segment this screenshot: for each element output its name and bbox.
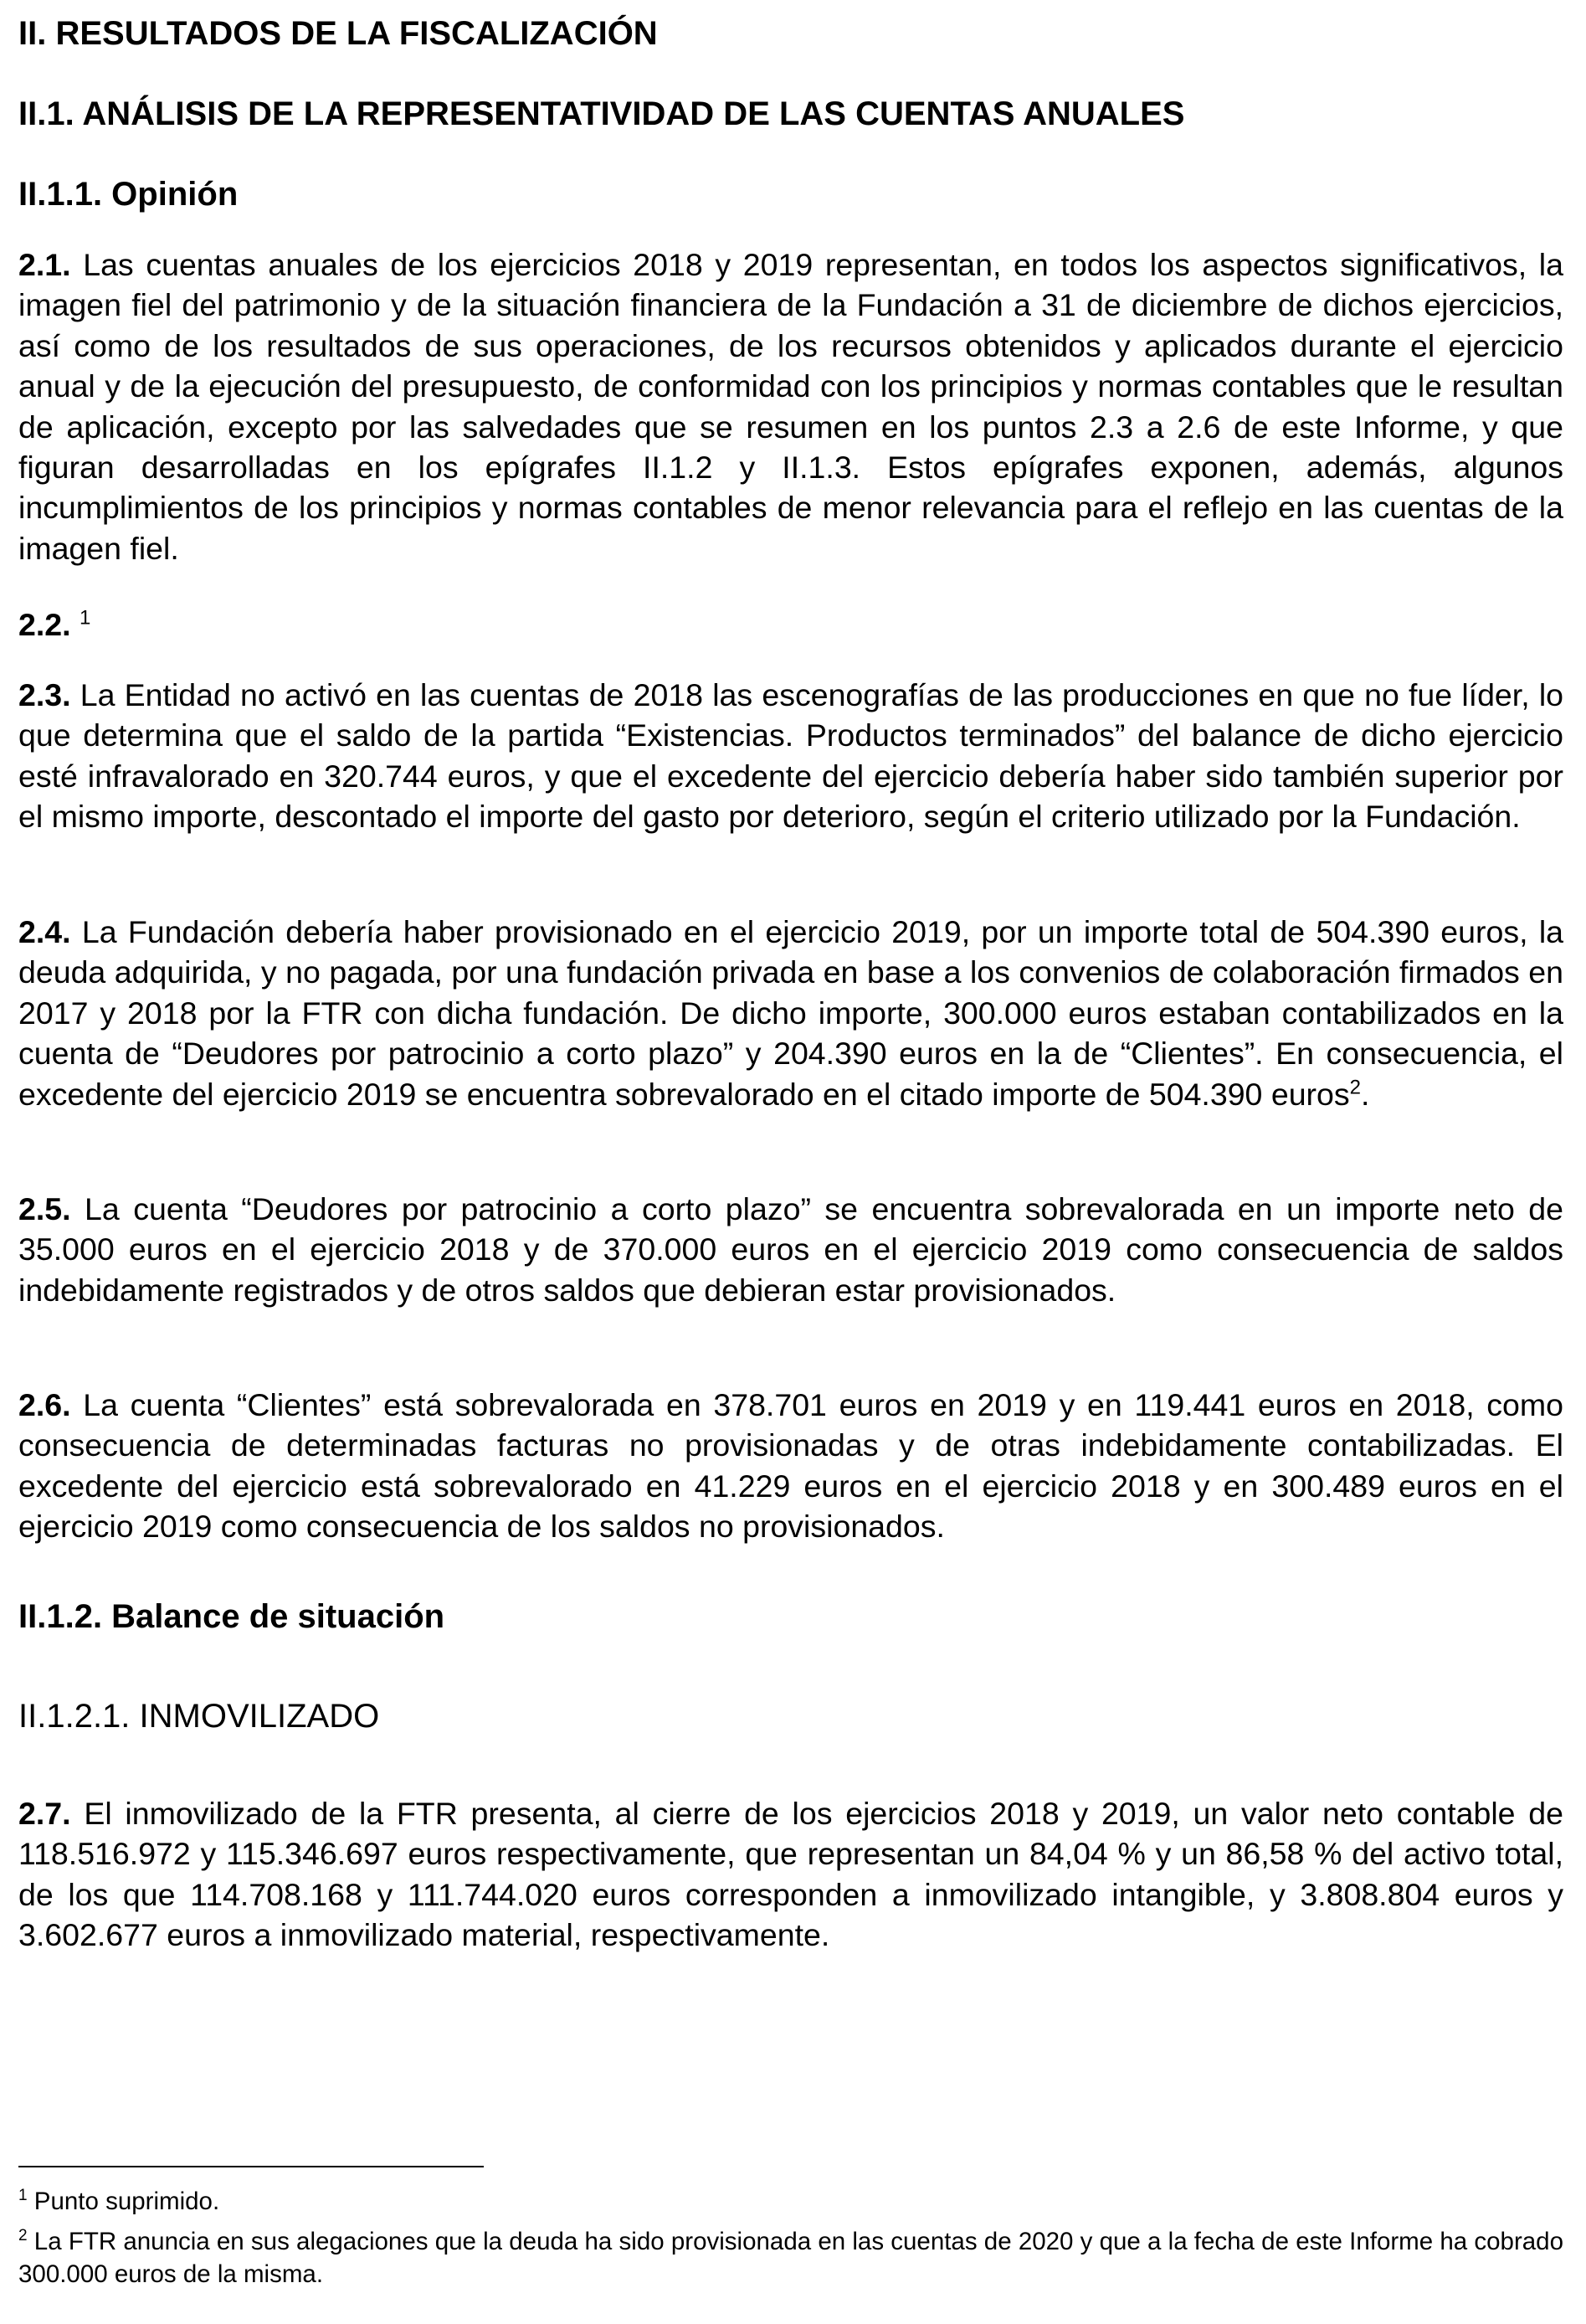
paragraph-text: La cuenta “Clientes” está sobrevalorada en 378.701 euros en 2019 y en 119.441 euros en 2018, como consecuencia de determinadas facturas no provisionadas y de otras indebidamente contabilizadas. El excedente del ejercicio está sobrevalorado en 41.229 euros en el ejercicio 2018 y en 300.489 euros en el ejercicio 2019 como consecuencia de los saldos no provisionados. bbox=[18, 1387, 1563, 1545]
paragraph-text: La Entidad no activó en las cuentas de 2018 las escenografías de las producciones en que no fue líder, lo que determina que el saldo de la partida “Existencias. Productos terminados” del balance de dicho ejercicio esté infravalorado en 320.744 euros, y que el excedente del ejercicio debería haber sido también superior por el mismo importe, descontado el importe del gasto por deterioro, según el criterio utilizado por la Fundación. bbox=[18, 677, 1563, 835]
paragraph-number: 2.2. bbox=[18, 607, 71, 642]
paragraph-2-1 bbox=[18, 244, 1563, 568]
heading-inmovilizado: II.1.2.1. INMOVILIZADO bbox=[18, 1698, 380, 1735]
heading-balance: II.1.2. Balance de situación bbox=[18, 1598, 445, 1635]
paragraph-2-6 bbox=[18, 1385, 1563, 1547]
paragraph-number: 2.5. bbox=[18, 1191, 71, 1226]
paragraph-text: La Fundación debería haber provisionado en el ejercicio 2019, por un importe total de 504.390 euros, la deuda adquirida, y no pagada, por una fundación privada en base a los convenios de colaboración firmados en 2017 y 2018 por la FTR con dicha fundación. De dicho importe, 300.000 euros estaban contabilizados en la cuenta de “Deudores por patrocinio a corto plazo” y 204.390 euros en la de “Clientes”. En consecuencia, el excedente del ejercicio 2019 se encuentra sobrevalorado en el citado importe de 504.390 euros bbox=[18, 914, 1563, 1112]
paragraph-2-7 bbox=[18, 1793, 1563, 1956]
footnote-separator bbox=[18, 2166, 484, 2167]
footnote-mark: 1 bbox=[18, 2187, 28, 2205]
paragraph-2-5 bbox=[18, 1189, 1563, 1310]
document-page bbox=[18, 0, 1563, 2324]
paragraph-text: Las cuentas anuales de los ejercicios 2018 y 2019 representan, en todos los aspectos significativos, la imagen fiel del patrimonio y de la situación financiera de la Fundación a 31 de diciembre de dichos ejercicios, así como de los resultados de sus operaciones, de los recursos obtenidos y aplicados durante el ejercicio anual y de la ejecución del presupuesto, de conformidad con los principios y normas contables que le resultan de aplicación, excepto por las salvedades que se resumen en los puntos 2.3 a 2.6 de este Informe, y que figuran desarrolladas en los epígrafes II.1.2 y II.1.3. Estos epígrafes exponen, además, algunos incumplimientos de los principios y normas contables de menor relevancia para el reflejo en las cuentas de la imagen fiel. bbox=[18, 247, 1563, 566]
paragraph-2-3 bbox=[18, 675, 1563, 837]
footnote-mark: 2 bbox=[18, 2227, 28, 2245]
paragraph-number: 2.6. bbox=[18, 1387, 71, 1422]
footnote-ref-1: 1 bbox=[79, 606, 91, 630]
footnote-1 bbox=[18, 2185, 1563, 2218]
heading-analisis: II.1. ANÁLISIS DE LA REPRESENTATIVIDAD DE LAS CUENTAS ANUALES bbox=[18, 95, 1185, 132]
footnote-2 bbox=[18, 2225, 1563, 2291]
paragraph-number: 2.3. bbox=[18, 677, 71, 712]
paragraph-number: 2.7. bbox=[18, 1796, 71, 1831]
paragraph-text: El inmovilizado de la FTR presenta, al cierre de los ejercicios 2018 y 2019, un valor neto contable de 118.516.972 y 115.346.697 euros respectivamente, que representan un 84,04 % y un 86,58 % del activo total, de los que 114.708.168 y 111.744.020 euros corresponden a inmovilizado intangible, y 3.808.804 euros y 3.602.677 euros a inmovilizado material, respectivamente. bbox=[18, 1796, 1563, 1953]
paragraph-text: La cuenta “Deudores por patrocinio a corto plazo” se encuentra sobrevalorada en un importe neto de 35.000 euros en el ejercicio 2018 y de 370.000 euros en el ejercicio 2019 como consecuencia de saldos indebidamente registrados y de otros saldos que debieran estar provisionados. bbox=[18, 1191, 1563, 1308]
heading-resultados: II. RESULTADOS DE LA FISCALIZACIÓN bbox=[18, 15, 658, 52]
paragraph-number: 2.4. bbox=[18, 914, 71, 949]
heading-opinion: II.1.1. Opinión bbox=[18, 176, 239, 213]
footnote-text: La FTR anuncia en sus alegaciones que la deuda ha sido provisionada en las cuentas de 2020 y que a la fecha de este Informe ha cobrado 300.000 euros de la misma. bbox=[18, 2228, 1563, 2288]
footnote-text: Punto suprimido. bbox=[33, 2188, 220, 2215]
paragraph-number: 2.1. bbox=[18, 247, 71, 282]
footnote-ref-2: 2 bbox=[1349, 1076, 1361, 1099]
paragraph-tail: . bbox=[1361, 1076, 1370, 1112]
paragraph-2-4 bbox=[18, 912, 1563, 1114]
paragraph-2-2 bbox=[18, 604, 1563, 645]
